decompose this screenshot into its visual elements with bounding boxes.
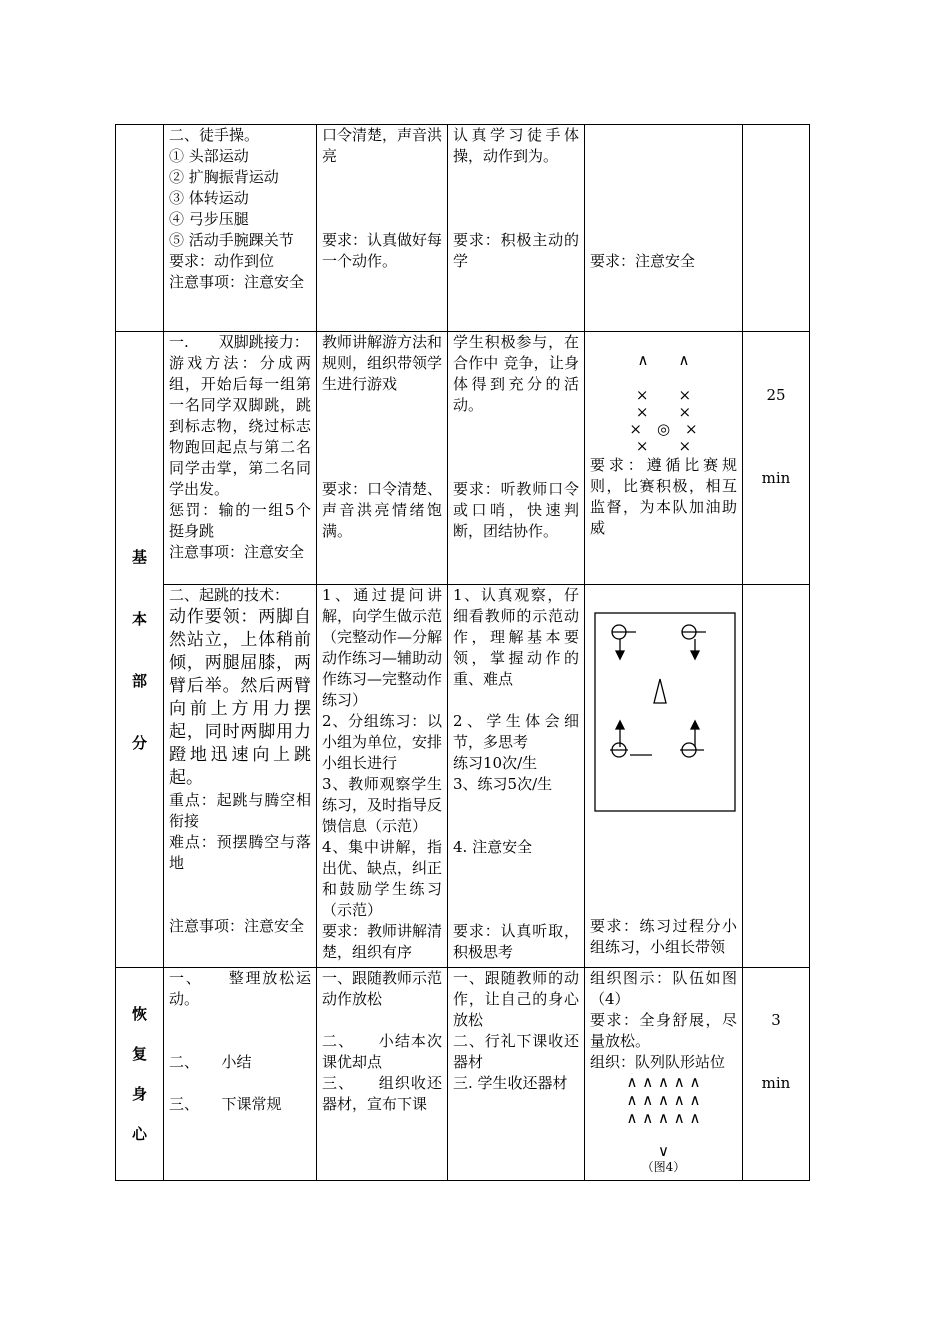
content-note: 注意事项：注意安全 xyxy=(169,917,305,935)
content-line: 二、徒手操。 xyxy=(169,126,260,144)
formation-row: × × xyxy=(635,437,692,455)
time-cell-empty xyxy=(743,125,810,332)
difficult-point: 难点：预摆腾空与落地 xyxy=(169,833,311,872)
student-safety: 4. 注意安全 xyxy=(453,838,533,856)
section-basic xyxy=(116,332,164,968)
content-text: 二、 小结 xyxy=(169,1053,252,1071)
row-calisthenics xyxy=(116,125,810,332)
teacher-requirement: 要求：口令清楚、声音洪亮情绪饱满。 xyxy=(322,480,443,540)
formation-row: × × xyxy=(635,386,692,404)
student-requirement: 要求：认真听取，积极思考 xyxy=(453,922,579,961)
section-char: 恢 xyxy=(131,1005,147,1023)
teacher-marker xyxy=(654,679,666,703)
time-cell-empty xyxy=(743,585,810,968)
formation-row: ∧ ∧ ∧ ∧ ∧ xyxy=(626,1091,701,1109)
student-requirement: 要求：积极主动的学 xyxy=(453,231,579,270)
time-cell xyxy=(743,332,810,585)
student-marker-bottom-left xyxy=(610,721,652,757)
lesson-table xyxy=(115,124,810,1181)
organization-requirement: 要求：注意安全 xyxy=(590,252,696,270)
student-marker-top-right xyxy=(682,625,706,659)
student-text: 1、认真观察，仔细看教师的示范动作，理解基本要领，掌握动作的重、难点 xyxy=(453,586,579,688)
section-char: 基 xyxy=(131,547,147,566)
student-cell xyxy=(448,125,585,332)
section-char: 部 xyxy=(131,671,147,690)
relay-formation xyxy=(590,350,737,455)
row-takeoff-technique xyxy=(116,585,810,968)
student-text: 练习10次/生 xyxy=(453,754,538,772)
leader-marker: ∨ xyxy=(658,1142,669,1160)
section-char: 心 xyxy=(131,1125,147,1143)
row-relay-game xyxy=(116,332,810,585)
content-line: ② 扩胸振背运动 xyxy=(169,168,279,186)
teacher-text: 一、跟随教师示范动作放松 xyxy=(322,969,443,1008)
organization-requirement: 要求：全身舒展，尽量放松。 xyxy=(590,1011,737,1050)
student-cell xyxy=(448,332,585,585)
content-line: 要求：动作到位 xyxy=(169,252,275,270)
teacher-cell xyxy=(317,585,448,968)
content-text: 游戏方法：分成两组，开始后每一组第一名同学双脚跳，跳到标志物，绕过标志物跑回起点与第二名同学击掌，第二名同学出发。 xyxy=(169,354,311,498)
content-heading: 一. 双脚跳接力： xyxy=(169,333,309,351)
formation-row: ∧ ∧ ∧ ∧ ∧ xyxy=(626,1073,701,1091)
organization-requirement: 要求：练习过程分小组练习，小组长带领 xyxy=(590,917,737,956)
student-cell xyxy=(448,585,585,968)
student-text: 一、跟随教师的动作，让自己的身心放松 xyxy=(453,969,579,1029)
content-line: 注意事项：注意安全 xyxy=(169,273,305,291)
formation-row: × ◎ × xyxy=(629,420,698,438)
section-char: 分 xyxy=(131,733,147,752)
student-text: 认真学习徒手体操，动作到为。 xyxy=(453,126,579,165)
organization-cell xyxy=(585,585,743,968)
content-text: 三、 下课常规 xyxy=(169,1095,282,1113)
formation-row: × × xyxy=(635,403,692,421)
student-marker-top-left xyxy=(612,625,636,659)
student-text: 3、练习5次/生 xyxy=(453,775,553,793)
student-text: 三. 学生收还器材 xyxy=(453,1074,568,1092)
student-requirement: 要求：听教师口令或口哨，快速判断，团结协作。 xyxy=(453,480,579,540)
content-line: ③ 体转运动 xyxy=(169,189,249,207)
organization-cell xyxy=(585,125,743,332)
time-unit: min xyxy=(761,469,791,487)
section-recover xyxy=(116,968,164,1181)
teacher-text: 2、分组练习：以小组为单位，安排小组长进行 xyxy=(322,712,443,772)
content-line: ④ 弓步压腿 xyxy=(169,210,249,228)
content-line: ① 头部运动 xyxy=(169,147,249,165)
content-heading: 二、起跳的技术： xyxy=(169,586,290,604)
organization-requirement: 要求：遵循比赛规则，比赛积极，相互监督，为本队加油助威 xyxy=(590,456,737,537)
figure-caption: （图4） xyxy=(641,1160,686,1174)
organization-text: 组织：队列队形站位 xyxy=(590,1053,726,1071)
takeoff-practice-diagram xyxy=(590,585,737,885)
key-point: 重点：起跳与腾空相衔接 xyxy=(169,791,311,830)
time-unit: min xyxy=(761,1074,791,1092)
content-line: ⑤ 活动手腕踝关节 xyxy=(169,231,294,249)
teacher-text: 教师讲解游方法和规则，组织带领学生进行游戏 xyxy=(322,333,443,393)
teacher-cell xyxy=(317,125,448,332)
content-cell xyxy=(164,968,317,1181)
content-cell xyxy=(164,125,317,332)
student-text: 二、行礼下课收还器材 xyxy=(453,1032,579,1071)
teacher-text: 口令清楚，声音洪亮 xyxy=(322,126,443,165)
formation-row: ∧ ∧ xyxy=(637,351,690,369)
teacher-text: 3、教师观察学生练习，及时指导反馈信息（示范） xyxy=(322,775,443,835)
content-cell xyxy=(164,585,317,968)
teacher-text: 4、集中讲解，指出优、缺点，纠正和鼓励学生练习（示范） xyxy=(322,838,443,919)
section-char: 身 xyxy=(131,1085,147,1103)
formation-row: ∧ ∧ ∧ ∧ ∧ xyxy=(626,1109,701,1127)
teacher-cell xyxy=(317,968,448,1181)
content-text: 动作要领：两脚自然站立，上体稍前倾，两腿屈膝，两臂后举。然后两臂向前上方用力摆起，同时两脚用力蹬地迅速向上跳起。 xyxy=(169,607,311,788)
organization-text: 组织图示：队伍如图（4） xyxy=(590,969,737,1008)
practice-area xyxy=(595,613,735,811)
student-text: 2、学生体会细节，多思考 xyxy=(453,712,579,751)
time-value: 25 xyxy=(766,386,786,404)
teacher-text: 1、通过提问讲解，向学生做示范（完整动作—分解动作练习—辅助动作练习—完整动作练习） xyxy=(322,586,443,709)
student-text: 学生积极参与，在合作中 竞争，让身体得到充分的活动。 xyxy=(453,333,579,414)
content-text: 注意事项：注意安全 xyxy=(169,543,305,561)
content-text: 惩罚：输的一组5个挺身跳 xyxy=(169,501,311,540)
teacher-requirement: 要求：认真做好每一个动作。 xyxy=(322,231,443,270)
content-text: 一、 整理放松运动。 xyxy=(169,969,311,1008)
organization-cell xyxy=(585,332,743,585)
student-marker-bottom-right xyxy=(680,721,704,757)
row-recovery xyxy=(116,968,810,1181)
section-char: 复 xyxy=(131,1045,147,1063)
teacher-cell xyxy=(317,332,448,585)
content-cell xyxy=(164,332,317,585)
organization-cell xyxy=(585,968,743,1181)
teacher-text: 二、 小结本次课优却点 xyxy=(322,1032,442,1071)
section-cell-empty xyxy=(116,125,164,332)
teacher-text: 三、 组织收还器材，宣布下课 xyxy=(322,1074,442,1113)
time-value: 3 xyxy=(771,1011,781,1029)
student-cell xyxy=(448,968,585,1181)
teacher-requirement: 要求：教师讲解清楚，组织有序 xyxy=(322,922,443,961)
section-char: 本 xyxy=(131,609,147,628)
time-cell xyxy=(743,968,810,1181)
recovery-formation xyxy=(590,1073,737,1175)
